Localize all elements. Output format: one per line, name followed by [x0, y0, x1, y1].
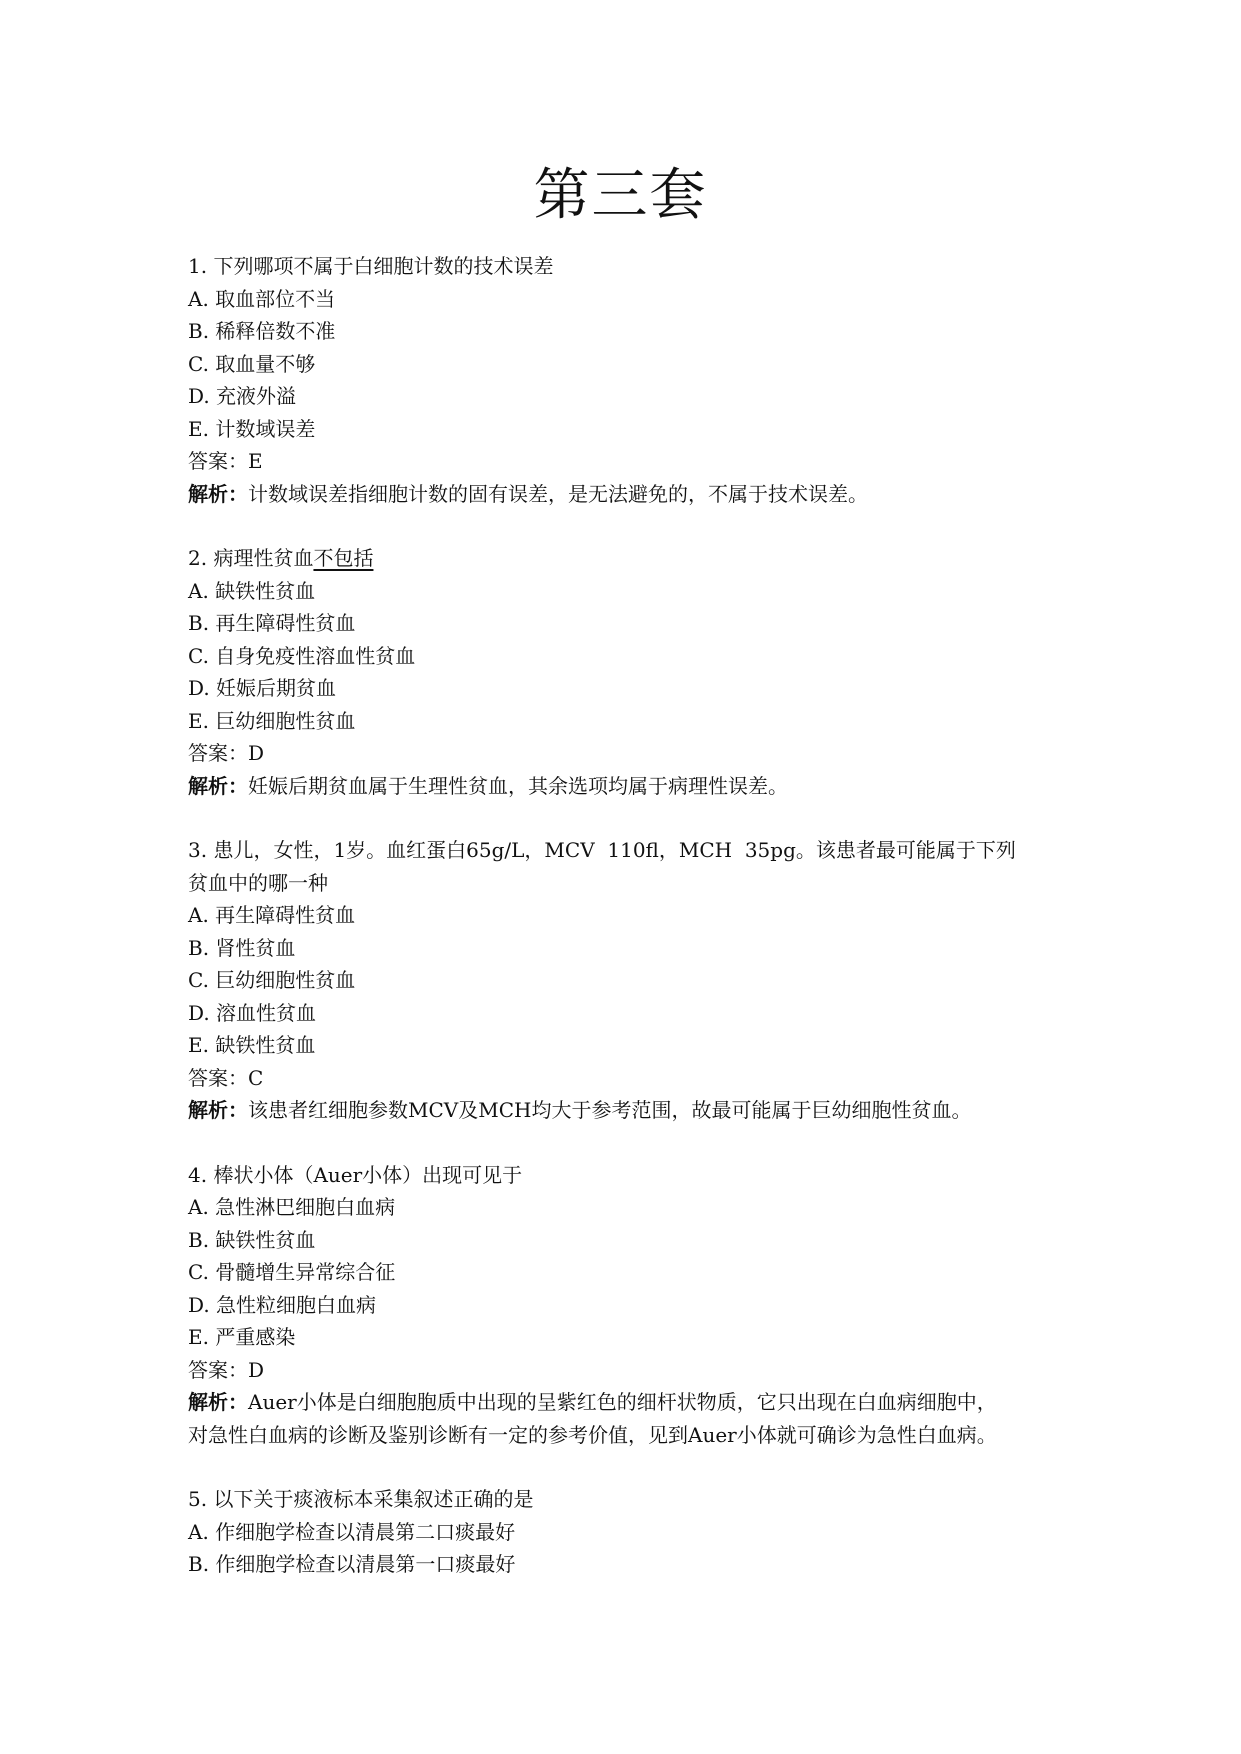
spacer	[188, 1127, 1068, 1159]
analysis-text: Auer小体是白细胞胞质中出现的呈紫红色的细杆状物质，它只出现在白血病细胞中，	[248, 1390, 997, 1414]
question-3	[188, 834, 1068, 1127]
option-a: A. 作细胞学检查以清晨第二口痰最好	[188, 1519, 516, 1544]
question-stem-line-2: 贫血中的哪一种	[188, 870, 328, 895]
option-e: E. 巨幼细胞性贫血	[188, 708, 356, 733]
analysis	[188, 478, 1068, 511]
question-stem: 1. 下列哪项不属于白细胞计数的技术误差	[188, 254, 554, 278]
stem-emphasis: 不包括	[313, 546, 374, 570]
analysis-label: 解析：	[188, 481, 248, 506]
question-5	[188, 1483, 1068, 1581]
analysis	[188, 1094, 1068, 1127]
option-b: B. 缺铁性贫血	[188, 1227, 316, 1252]
option-e: E. 严重感染	[188, 1325, 296, 1349]
analysis-text: 该患者红细胞参数MCV及MCH均大于参考范围，故最可能属于巨幼细胞性贫血。	[248, 1098, 972, 1122]
answer: 答案：C	[188, 1065, 264, 1090]
analysis-line-2: 对急性白血病的诊断及鉴别诊断有一定的参考价值，见到Auer小体就可确诊为急性白血病。	[188, 1422, 997, 1447]
option-c: C. 巨幼细胞性贫血	[188, 968, 356, 992]
spacer	[188, 802, 1068, 834]
question-1	[188, 250, 1068, 510]
question-list	[188, 250, 1068, 1581]
question-stem-line-1: 3. 患儿，女性，1岁。血红蛋白65g/L，MCV 110fl，MCH 35pg。该患者最可能属于下列	[188, 838, 1016, 862]
analysis-line-1	[188, 1386, 1068, 1419]
question-4	[188, 1159, 1068, 1452]
option-b: B. 稀释倍数不准	[188, 319, 336, 343]
stem-prefix: 2. 病理性贫血	[188, 546, 314, 570]
answer: 答案：E	[188, 449, 263, 473]
analysis-text: 妊娠后期贫血属于生理性贫血，其余选项均属于病理性误差。	[248, 773, 788, 798]
option-a: A. 缺铁性贫血	[188, 578, 316, 603]
option-d: D. 妊娠后期贫血	[188, 676, 337, 700]
option-c: C. 骨髓增生异常综合征	[188, 1260, 396, 1284]
page-title: 第三套	[533, 163, 708, 228]
analysis-label: 解析：	[188, 1098, 248, 1122]
option-d: D. 充液外溢	[188, 384, 297, 408]
question-stem: 5. 以下关于痰液标本采集叙述正确的是	[188, 1487, 534, 1511]
question-stem: 4. 棒状小体（Auer小体）出现可见于	[188, 1162, 523, 1187]
question-stem	[188, 542, 1068, 575]
option-b: B. 再生障碍性贫血	[188, 611, 356, 635]
answer: 答案：D	[188, 1357, 265, 1382]
option-c: C. 自身免疫性溶血性贫血	[188, 643, 416, 668]
analysis-text: 计数域误差指细胞计数的固有误差，是无法避免的，不属于技术误差。	[248, 481, 868, 506]
question-2	[188, 542, 1068, 802]
analysis	[188, 770, 1068, 803]
analysis-label: 解析：	[188, 1390, 248, 1414]
option-b: B. 肾性贫血	[188, 935, 296, 960]
option-e: E. 计数域误差	[188, 416, 316, 441]
spacer	[188, 510, 1068, 542]
option-d: D. 急性粒细胞白血病	[188, 1292, 377, 1317]
option-a: A. 取血部位不当	[188, 286, 336, 311]
spacer	[188, 1451, 1068, 1483]
option-a: A. 急性淋巴细胞白血病	[188, 1195, 396, 1219]
option-a: A. 再生障碍性贫血	[188, 903, 356, 927]
analysis-label: 解析：	[188, 773, 248, 798]
option-e: E. 缺铁性贫血	[188, 1033, 316, 1057]
option-d: D. 溶血性贫血	[188, 1000, 317, 1025]
option-c: C. 取血量不够	[188, 351, 316, 376]
option-b: B. 作细胞学检查以清晨第一口痰最好	[188, 1552, 516, 1576]
answer: 答案：D	[188, 741, 265, 765]
